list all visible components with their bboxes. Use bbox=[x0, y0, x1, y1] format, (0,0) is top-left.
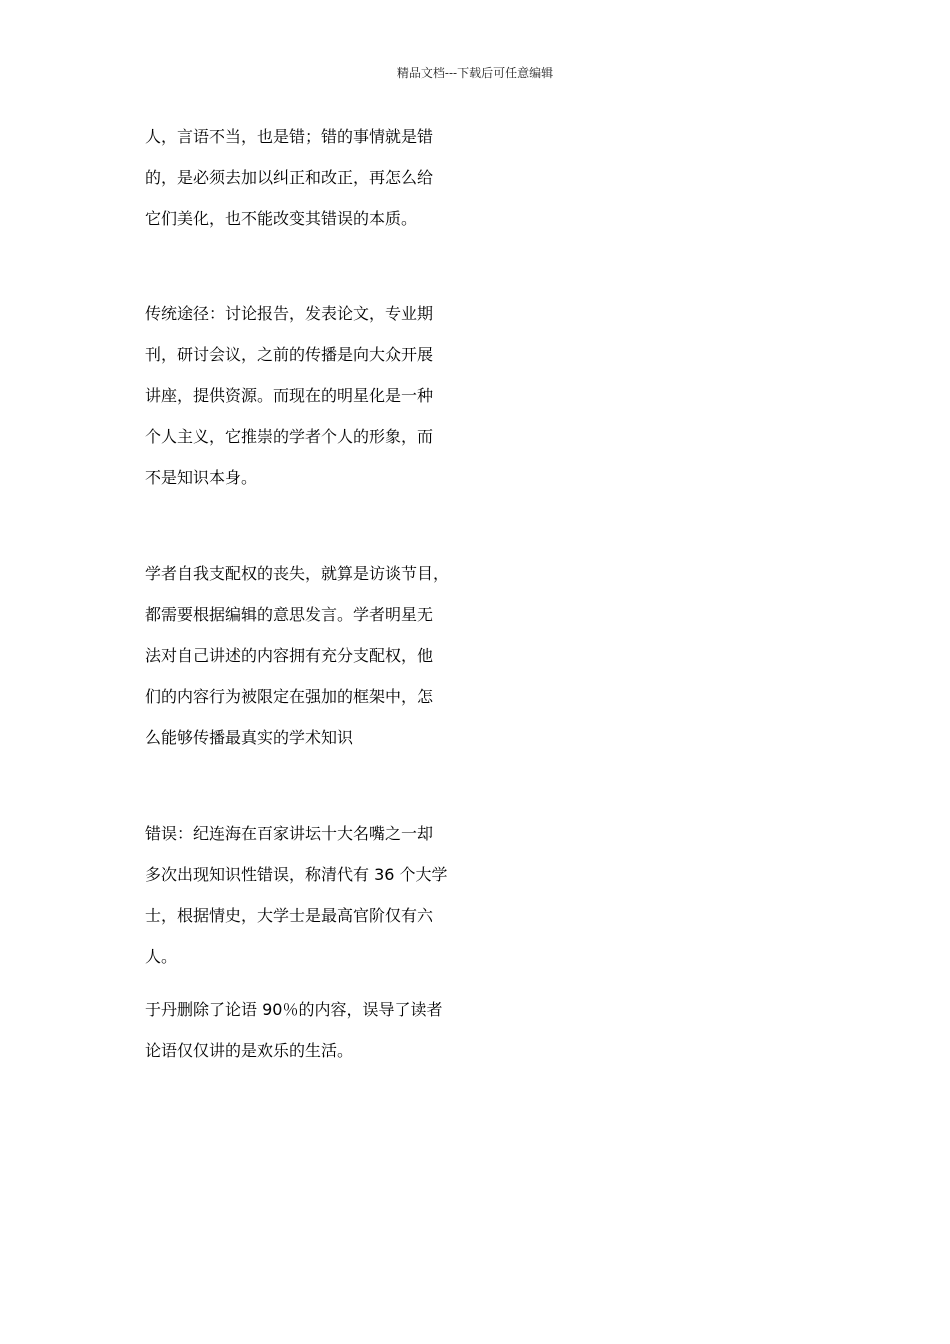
paragraph-line: 都需要根据编辑的意思发言。学者明星无 bbox=[145, 605, 434, 624]
paragraph-line: 的，是必须去加以纠正和改正，再怎么给 bbox=[145, 168, 434, 187]
paragraph-line: 法对自己讲述的内容拥有充分支配权，他 bbox=[145, 646, 434, 665]
paragraph-line: 刊，研讨会议，之前的传播是向大众开展 bbox=[145, 345, 434, 364]
paragraph-line: 士，根据情史，大学士是最高官阶仅有六 bbox=[145, 906, 434, 925]
paragraph-line: 个人主义，它推崇的学者个人的形象，而 bbox=[145, 427, 434, 446]
paragraph-line: 多次出现知识性错误，称清代有 36 个大学 bbox=[145, 865, 448, 884]
paragraph-line: 传统途径：讨论报告，发表论文，专业期 bbox=[145, 304, 434, 323]
paragraph-line: 不是知识本身。 bbox=[145, 468, 258, 487]
paragraph-line: 人，言语不当，也是错；错的事情就是错 bbox=[145, 127, 434, 146]
paragraph-line: 于丹删除了论语 90％的内容，误导了读者 bbox=[145, 1000, 443, 1019]
paragraph-line: 它们美化，也不能改变其错误的本质。 bbox=[145, 209, 418, 228]
paragraph-line: 们的内容行为被限定在强加的框架中，怎 bbox=[145, 687, 434, 706]
paragraph-line: 错误：纪连海在百家讲坛十大名嘴之一却 bbox=[145, 824, 434, 843]
paragraph-line: 人。 bbox=[145, 947, 178, 966]
paragraph-line: 论语仅仅讲的是欢乐的生活。 bbox=[145, 1041, 354, 1060]
paragraph-line: 学者自我支配权的丧失，就算是访谈节目， bbox=[145, 564, 450, 583]
paragraph-line: 讲座，提供资源。而现在的明星化是一种 bbox=[145, 386, 434, 405]
page-header: 精品文档---下载后可任意编辑 bbox=[396, 66, 554, 80]
paragraph-line: 么能够传播最真实的学术知识 bbox=[145, 728, 354, 747]
